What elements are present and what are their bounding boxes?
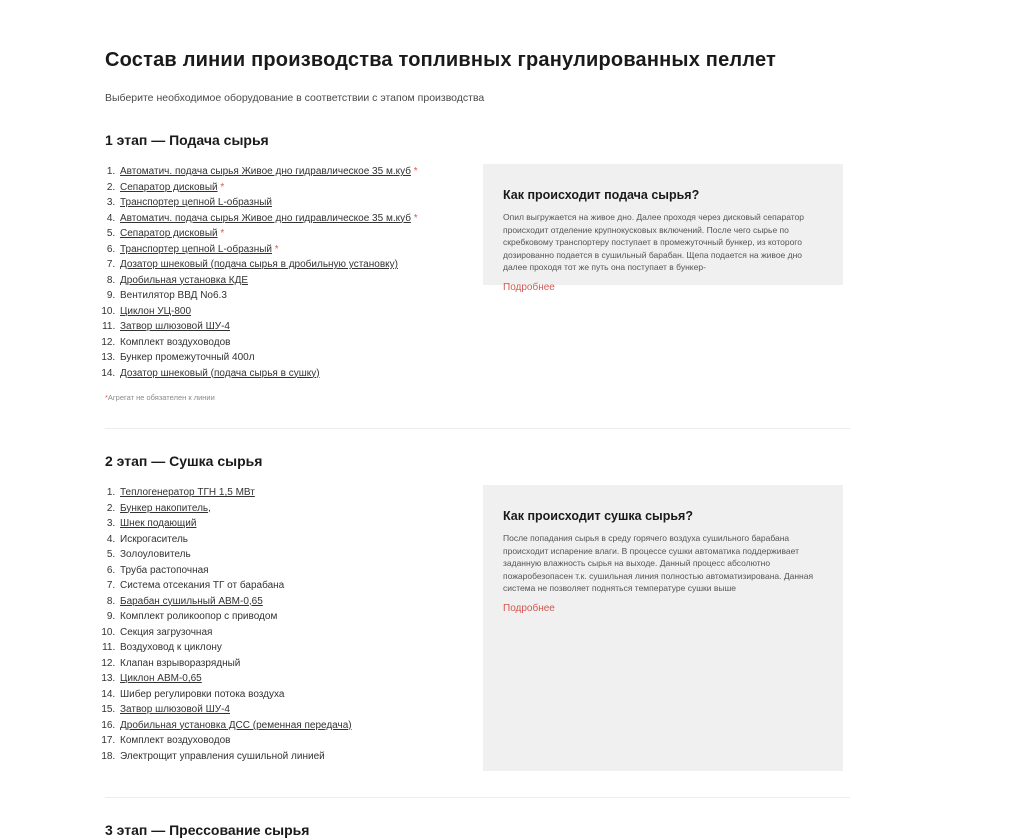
info-heading-stage-1: Как происходит подача сырья? — [503, 188, 700, 202]
footnote-text: Агрегат не обязателен к линии — [107, 393, 215, 402]
stage-2-section — [105, 453, 850, 771]
equipment-label: Труба растопочная — [120, 564, 209, 576]
equipment-label: Шибер регулировки потока воздуха — [120, 688, 285, 700]
equipment-link[interactable]: Шнек подающий — [120, 518, 197, 529]
required-asterisk: * — [410, 166, 418, 177]
equipment-item — [118, 273, 483, 289]
equipment-item — [118, 702, 483, 718]
equipment-link[interactable]: Бункер накопитель, — [120, 502, 211, 514]
equipment-label: Золоуловитель — [120, 549, 191, 560]
equipment-link[interactable]: Транспортер цепной L-образный — [120, 197, 272, 208]
footnote — [105, 393, 483, 402]
required-asterisk: * — [217, 181, 225, 193]
equipment-item — [118, 211, 483, 227]
equipment-label: Воздуховод к циклону — [120, 642, 222, 653]
stage-1-list-column — [105, 164, 483, 402]
equipment-item — [118, 625, 483, 641]
section-divider — [105, 428, 850, 429]
stage-1-heading: 1 этап — Подача сырья — [105, 132, 269, 148]
equipment-item — [118, 547, 483, 563]
equipment-item — [118, 257, 483, 273]
equipment-item — [118, 656, 483, 672]
info-panel-stage-2 — [483, 485, 843, 771]
equipment-link[interactable]: Дробильная установка КДЕ — [120, 274, 249, 286]
equipment-item — [118, 563, 483, 579]
equipment-list-stage-1 — [105, 164, 483, 381]
equipment-item — [118, 226, 483, 242]
equipment-link[interactable]: Дробильная установка ДСС (ременная передача) — [120, 719, 352, 731]
equipment-item — [118, 733, 483, 749]
equipment-link[interactable]: Дозатор шнековый (подача сырья в дробильную установку) — [120, 259, 398, 270]
stage-2-heading: 2 этап — Сушка сырья — [105, 453, 263, 469]
stage-1-row — [105, 164, 850, 402]
section-divider — [105, 797, 850, 798]
equipment-link[interactable]: Дозатор шнековый (подача сырья в сушку) — [120, 367, 320, 379]
equipment-item — [118, 532, 483, 548]
equipment-label: Секция загрузочная — [120, 626, 213, 638]
equipment-link[interactable]: Автоматич. подача сырья Живое дно гидравлическое 35 м.куб — [120, 166, 411, 177]
equipment-link[interactable]: Барабан сушильный АВМ-0,65 — [120, 595, 263, 607]
equipment-item — [118, 350, 483, 366]
stage-2-list-column — [105, 485, 483, 764]
equipment-label: Вентилятор ВВД No6.3 — [120, 290, 227, 301]
equipment-link[interactable]: Транспортер цепной L-образный — [120, 243, 272, 255]
stage-2-row — [105, 485, 850, 771]
page-subtitle: Выберите необходимое оборудование в соответствии с этапом производства — [105, 92, 485, 104]
equipment-item — [118, 609, 483, 625]
stage-1-section — [105, 132, 850, 402]
equipment-link[interactable]: Сепаратор дисковый — [120, 181, 218, 193]
equipment-item — [118, 594, 483, 610]
info-body-stage-1: Опил выгружается на живое дно. Далее проходя через дисковый сепаратор происходит отделение крупнокусковых включений. После чего сырье по скребковому транспортеру поступает в промежуточный бункер, из которого дозированно подается в сушильный барабан. Щепа подается на живое дно далее проходя тот же путь она поступает в бункер- — [503, 212, 804, 273]
equipment-link[interactable]: Автоматич. подача сырья Живое дно гидравлическое 35 м.куб — [120, 212, 411, 224]
equipment-item — [118, 687, 483, 703]
equipment-item — [118, 288, 483, 304]
equipment-list-stage-2 — [105, 485, 483, 764]
equipment-label: Система отсекания ТГ от барабана — [120, 580, 285, 591]
equipment-item — [118, 749, 483, 765]
equipment-item — [118, 195, 483, 211]
equipment-item — [118, 501, 483, 517]
equipment-item — [118, 164, 483, 180]
more-link-stage-1[interactable]: Подробнее — [503, 281, 555, 293]
more-link-stage-2[interactable]: Подробнее — [503, 602, 555, 614]
equipment-link[interactable]: Теплогенератор ТГН 1,5 МВт — [120, 487, 255, 498]
equipment-label: Клапан взрыворазрядный — [120, 657, 241, 669]
equipment-label: Бункер промежуточный 400л — [120, 352, 255, 363]
stage-3-section — [105, 822, 850, 838]
equipment-item — [118, 640, 483, 656]
equipment-label: Электрощит управления сушильной линией — [120, 750, 325, 762]
equipment-link[interactable]: Циклон УЦ-800 — [120, 305, 192, 317]
page-title: Состав линии производства топливных гранулированных пеллет — [105, 49, 776, 71]
equipment-link[interactable]: Сепаратор дисковый — [120, 228, 218, 239]
info-heading-stage-2: Как происходит сушка сырья? — [503, 509, 693, 523]
equipment-item — [118, 242, 483, 258]
equipment-link[interactable]: Циклон АВМ-0,65 — [120, 673, 202, 684]
footnote-asterisk: * — [105, 393, 108, 402]
info-body-stage-2: После попадания сырья в среду горячего воздуха сушильного барабана происходит испарение влаги. В процессе сушки автоматика поддерживает заданную влажность сырья на выходе. Данный процесс абсолютно пожаробезопасен т.к. сушильная линия полностью автоматизирована. Данная система не позволяет подняться температуре сушки выше — [503, 533, 814, 594]
equipment-item — [118, 366, 483, 382]
required-asterisk: * — [217, 228, 225, 239]
equipment-item — [118, 319, 483, 335]
equipment-label: Искрогаситель — [120, 533, 189, 545]
equipment-item — [118, 671, 483, 687]
required-asterisk: * — [272, 243, 279, 255]
equipment-label: Комплект роликоопор с приводом — [120, 611, 278, 622]
equipment-link[interactable]: Затвор шлюзовой ШУ-4 — [120, 321, 230, 332]
equipment-item — [118, 516, 483, 532]
equipment-item — [118, 578, 483, 594]
info-panel-stage-1 — [483, 164, 843, 293]
equipment-item — [118, 718, 483, 734]
equipment-item — [118, 304, 483, 320]
required-asterisk: * — [410, 212, 418, 224]
equipment-label: Комплект воздуховодов — [120, 336, 231, 348]
equipment-label: Комплект воздуховодов — [120, 735, 231, 746]
equipment-item — [118, 180, 483, 196]
equipment-link[interactable]: Затвор шлюзовой ШУ-4 — [120, 704, 230, 715]
equipment-item — [118, 485, 483, 501]
equipment-item — [118, 335, 483, 351]
stage-3-heading: 3 этап — Прессование сырья — [105, 822, 310, 838]
